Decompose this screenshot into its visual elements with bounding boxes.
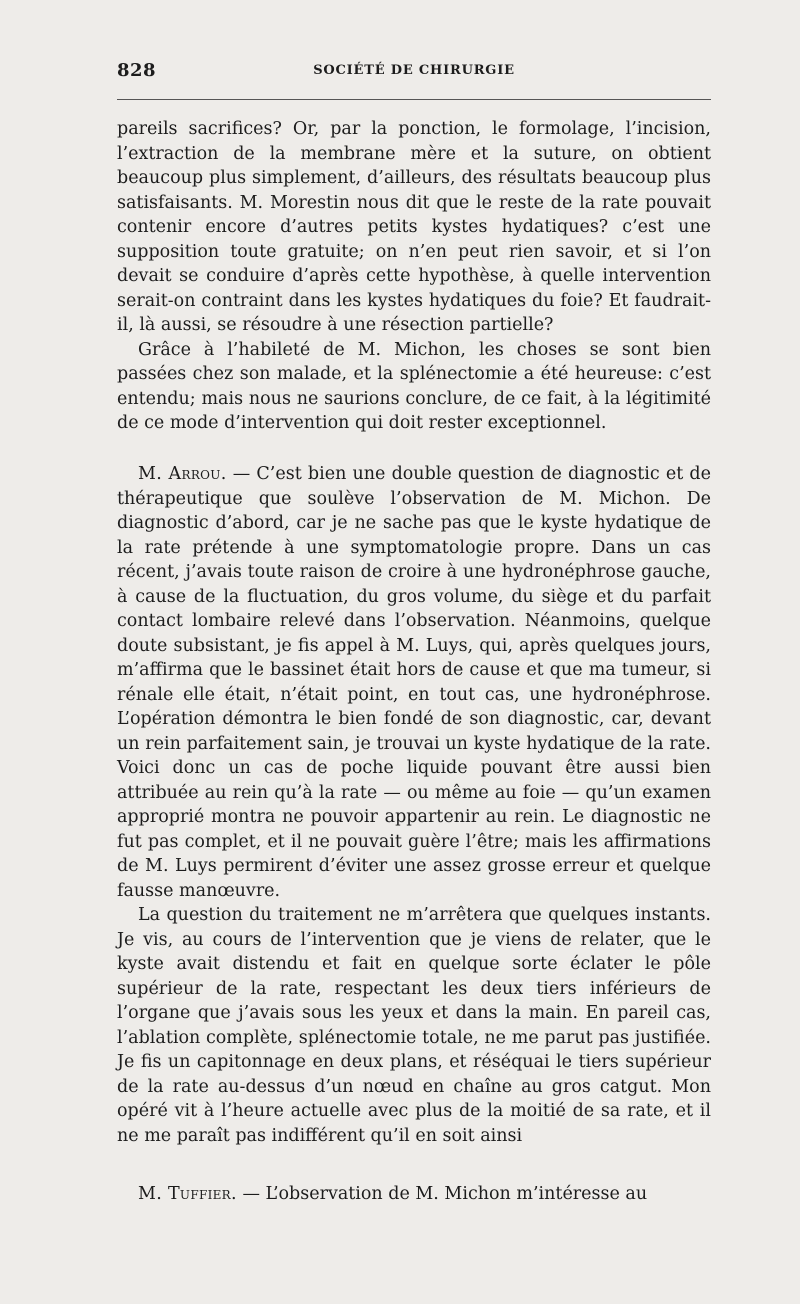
- header-rule: [117, 99, 711, 100]
- paragraph-continued: pareils sacrifices? Or, par la ponction, le formolage, l’incision, l’extraction de la membrane mère et la suture, on obtient beaucoup plus simplement, d’ailleurs, des résultats beaucoup plus satisfaisants. M. Morestin nous dit que le reste de la rate pouvait contenir encore d’autres petits kystes hydatiques? c’est une supposition toute gratuite; on n’en peut rien savoir, et si l’on devait se conduire d’après cette hypothèse, à quelle intervention serait-on contraint dans les kystes hydatiques du foie? Et faudrait-il, là aussi, se résoudre à une résection partielle?: [117, 119, 711, 335]
- paragraph-tuffier: [117, 1182, 711, 1207]
- speaker-tuffier: M. Tuffier.: [138, 1184, 237, 1204]
- running-title: SOCIÉTÉ DE CHIRURGIE: [313, 63, 515, 78]
- paragraph-arrou-traitement: La question du traitement ne m’arrêtera que quelques instants. Je vis, au cours de l’intervention que je viens de relater, que le kyste avait distendu et fait en quelque sorte éclater le pôle supérieur de la rate, respectant les deux tiers inférieurs de l’organe que j’avais sous les yeux et dans la main. En pareil cas, l’ablation complète, splénectomie totale, ne me parut pas justifiée. Je fis un capitonnage en deux plans, et réséquai le tiers supérieur de la rate au-dessus d’un nœud en chaîne au gros catgut. Mon opéré vit à l’heure actuelle avec plus de la moitié de sa rate, et il ne me paraît pas indifférent qu’il en soit ainsi: [117, 905, 711, 1146]
- arrou-intervention: [117, 462, 711, 1148]
- speaker-arrou: M. Arrou.: [138, 464, 227, 484]
- paragraph-michon-conclusion: Grâce à l’habileté de M. Michon, les choses se sont bien passées chez son malade, et la splénectomie a été heureuse: c’est entendu; mais nous ne saurions conclure, de ce fait, à la légitimité de ce mode d’intervention qui doit rester exceptionnel.: [117, 339, 711, 433]
- tuffier-text: — L’observation de M. Michon m’intéresse au: [236, 1184, 648, 1204]
- page-header: [117, 60, 711, 90]
- continuation-text: [117, 117, 711, 436]
- arrou-diagnostic-text: — C’est bien une double question de diagnostic et de thérapeutique que soulève l’observation de M. Michon. De diagnostic d’abord, car je ne sache pas que le kyste hydatique de la rate prétende à une symptomatologie propre. Dans un cas récent, j’avais toute raison de croire à une hydronéphrose gauche, à cause de la fluctuation, du gros volume, du siège et du parfait contact lombaire relevé dans l’observation. Néanmoins, quelque doute subsistant, je fis appel à M. Luys, qui, après quelques jours, m’affirma que le bassinet était hors de cause et que ma tumeur, si rénale elle était, n’était point, en tout cas, une hydronéphrose. L’opération démontra le bien fondé de son diagnostic, car, devant un rein parfaitement sain, je trouvai un kyste hydatique de la rate. Voici donc un cas de poche liquide pouvant être aussi bien attribuée au rein qu’à la rate — ou même au foie — qu’un examen approprié montra ne pouvoir appartenir au rein. Le diagnostic ne fut pas complet, et il ne pouvait guère l’être; mais les affirmations de M. Luys permirent d’éviter une assez grosse erreur et quelque fausse manœuvre.: [117, 464, 711, 901]
- page-number: 828: [117, 60, 157, 81]
- tuffier-intervention: [117, 1182, 711, 1207]
- paragraph-arrou-diagnostic: [117, 462, 711, 903]
